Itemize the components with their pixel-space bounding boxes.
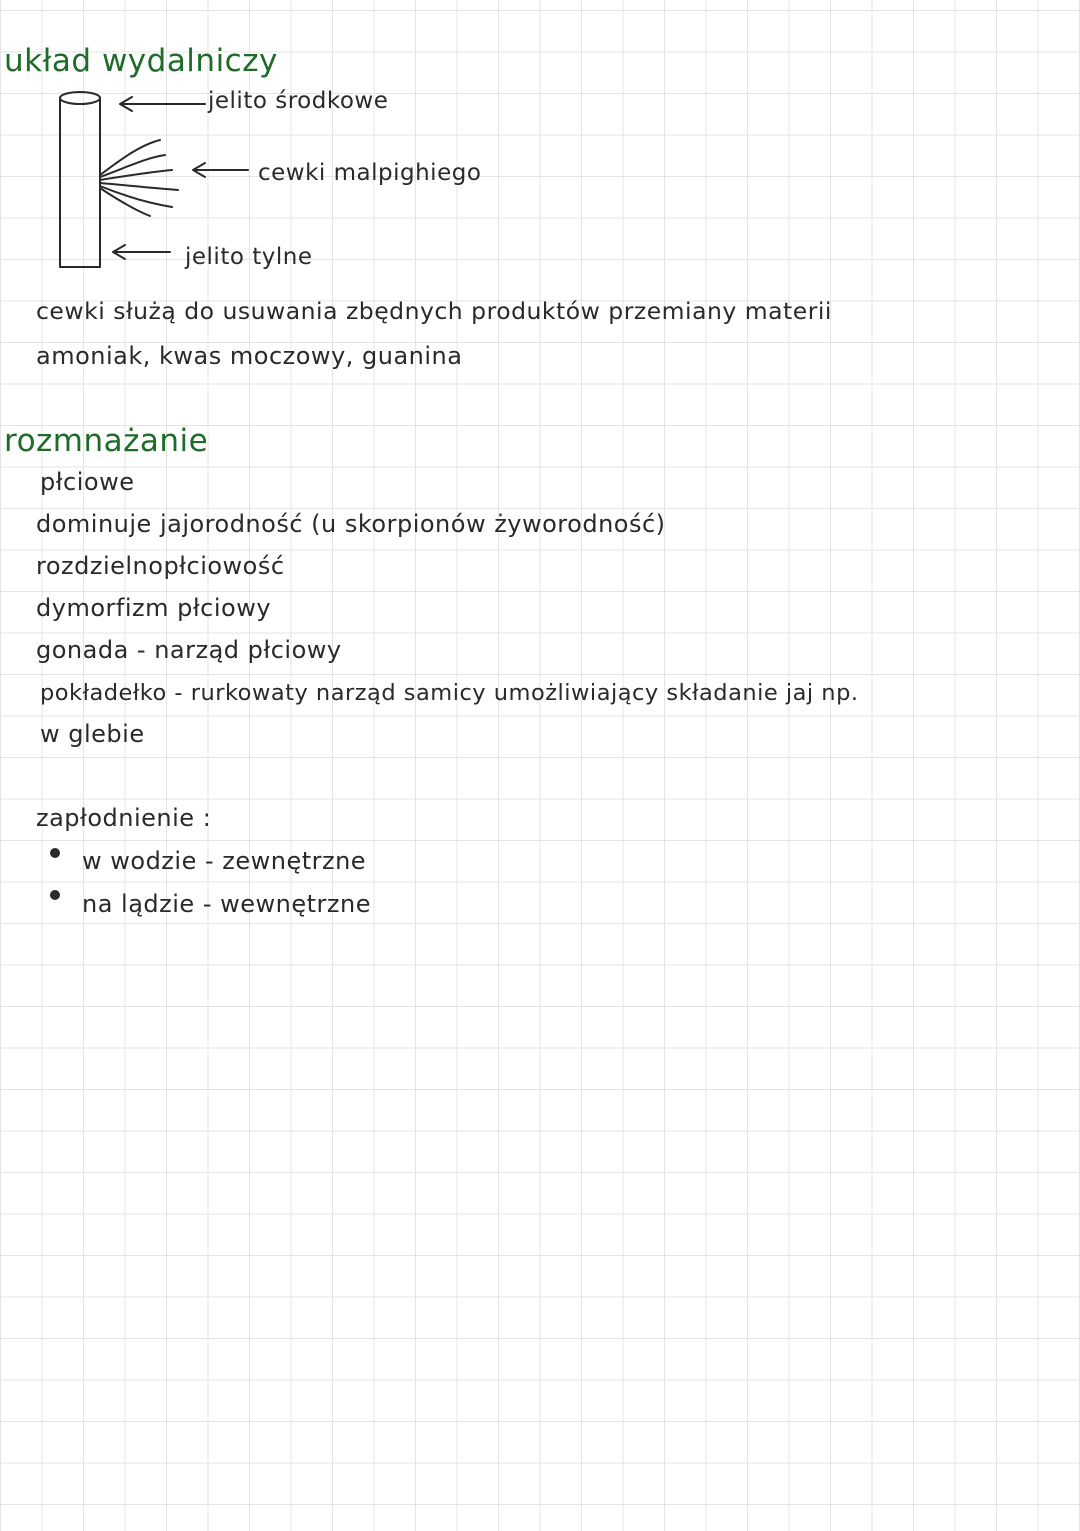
repro-line-sexual: płciowe (40, 468, 135, 496)
excretion-note-line1: cewki służą do usuwania zbędnych produktów przemiany materii (36, 297, 832, 325)
repro-line-ovipositor: pokładełko - rurkowaty narząd samicy umożliwiający składanie jaj np. (40, 680, 859, 706)
bullet-land-internal: na lądzie - wewnętrzne (82, 890, 371, 918)
excretory-diagram (0, 0, 1080, 300)
bullet-dot (50, 890, 60, 900)
gut-tube-top (60, 92, 100, 104)
repro-line-soil: w glebie (40, 720, 145, 748)
arrow-midgut (120, 97, 205, 111)
bullet-dot (50, 848, 60, 858)
repro-line-dioecy: rozdzielnopłciowość (36, 552, 285, 580)
label-hindgut: jelito tylne (185, 244, 313, 270)
repro-line-gonad: gonada - narząd płciowy (36, 636, 342, 664)
repro-line-dimorphism: dymorfizm płciowy (36, 594, 272, 622)
arrow-tubules (193, 163, 248, 177)
malpighian-tubules (100, 140, 178, 216)
excretion-note-line2: amoniak, kwas moczowy, guanina (36, 342, 463, 370)
arrow-hindgut (113, 245, 170, 259)
label-midgut: jelito środkowe (208, 88, 389, 114)
fertilization-label: zapłodnienie : (36, 804, 212, 832)
heading-excretory-system: układ wydalniczy (4, 43, 278, 79)
label-malpighian-tubules: cewki malpighiego (258, 160, 482, 186)
repro-line-oviparity: dominuje jajorodność (u skorpionów żyworodność) (36, 510, 666, 538)
bullet-water-external: w wodzie - zewnętrzne (82, 847, 367, 875)
heading-reproduction: rozmnażanie (4, 423, 209, 459)
